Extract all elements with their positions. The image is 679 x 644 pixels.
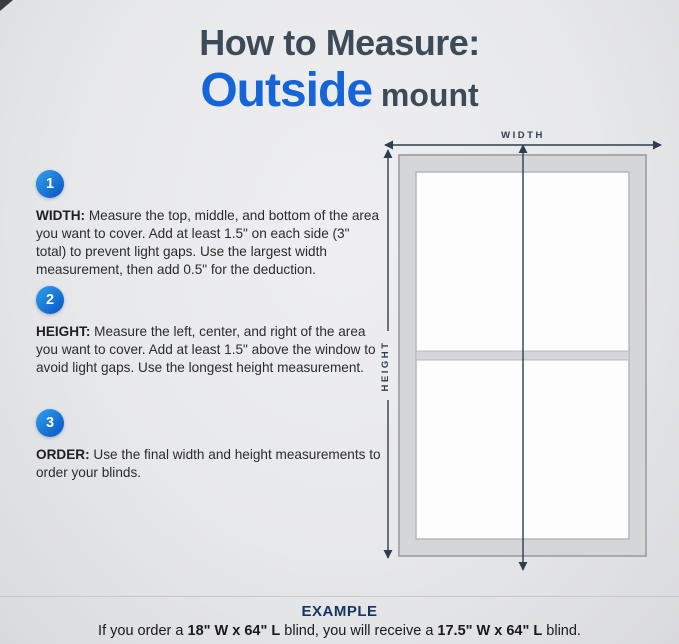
example-text — [0, 623, 679, 639]
step-2-body: Measure the left, center, and right of the area you want to cover. Add at least 1.5" above the window to avoid light gaps. Use the longest height measurement. — [36, 323, 376, 375]
example-bold1: 18" W x 64" L — [187, 623, 281, 639]
step-3-number-badge — [36, 409, 64, 437]
title-accent: Outside — [200, 63, 373, 117]
step-2-text — [36, 323, 382, 377]
window-diagram — [376, 128, 672, 584]
width-label: WIDTH — [501, 130, 545, 141]
step-1-label: WIDTH: — [36, 208, 86, 223]
example-part3: blind. — [542, 623, 581, 639]
step-1-text — [36, 207, 382, 279]
page-title — [0, 24, 679, 116]
title-line2 — [0, 63, 679, 117]
step-3-body: Use the final width and height measurements to order your blinds. — [36, 446, 381, 480]
step-2-number-badge — [36, 286, 64, 314]
example-bold2: 17.5" W x 64" L — [437, 623, 543, 639]
step-2 — [36, 286, 382, 377]
title-line1: How to Measure: — [199, 22, 480, 63]
step-1-body: Measure the top, middle, and bottom of the area you want to cover. Add at least 1.5" on each side (3" total) to prevent light gaps. Use the largest width measurement, then add 0.5" for the deduction. — [36, 208, 380, 277]
corner-mark — [0, 0, 13, 11]
example-part2: blind, you will receive a — [280, 623, 438, 639]
step-1-number-badge — [36, 170, 64, 198]
height-label: HEIGHT — [380, 340, 391, 392]
step-3-text — [36, 446, 382, 482]
step-1 — [36, 170, 382, 279]
example-part1: If you order a — [98, 623, 188, 639]
step-3 — [36, 409, 382, 482]
step-2-number: 2 — [45, 291, 55, 308]
steps-list — [36, 170, 382, 488]
step-3-number: 3 — [45, 414, 55, 431]
example-section — [0, 596, 679, 644]
step-3-label: ORDER: — [36, 446, 90, 462]
step-1-number: 1 — [45, 176, 55, 192]
step-2-label: HEIGHT: — [36, 323, 91, 339]
example-heading: EXAMPLE — [301, 603, 378, 620]
title-rest: mount — [372, 76, 479, 113]
